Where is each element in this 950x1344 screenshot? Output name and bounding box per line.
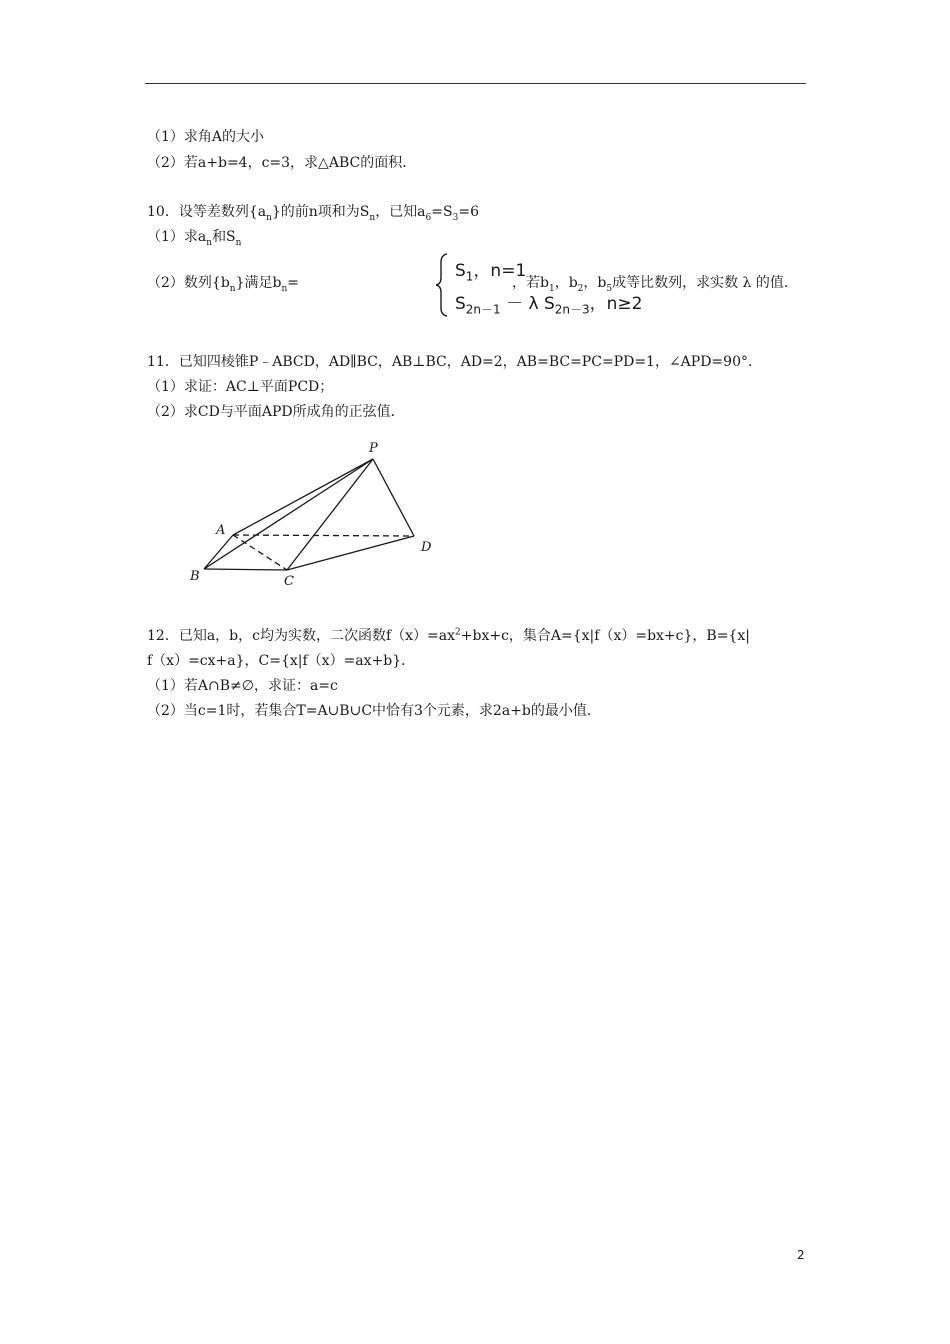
q12-stem-line2: f（x）=cx+a}，C={x|f（x）=ax+b}．	[147, 653, 416, 669]
q9-part2: （2）若a+b=4，c=3，求△ABC的面积．	[147, 155, 417, 171]
label-A: A	[216, 523, 226, 538]
q10-stem: 10．设等差数列$\{a_n\}$的前n项和为$S_n$，已知$a_6=S_3=6$	[147, 204, 479, 223]
edge-BC	[204, 569, 287, 570]
piecewise-case-1: $S_1$，n=1	[455, 261, 527, 284]
edge-CD	[287, 536, 414, 570]
edge-PD	[373, 459, 414, 536]
q12-part2: （2）当c=1时，若集合T=A∪B∪C中恰有3个元素，求2a+b的最小值．	[147, 703, 601, 719]
pyramid-figure	[185, 436, 445, 591]
edge-PB	[204, 459, 373, 569]
piecewise-case-2: $S_{2n-1} - \lambda$ $S_{2n-3}$，n≥2	[455, 294, 643, 317]
label-D: D	[421, 540, 432, 555]
q10-part2	[147, 252, 827, 322]
q9-part1: （1）求角A的大小	[147, 129, 265, 145]
header-rule	[145, 83, 806, 84]
edge-AB	[204, 535, 233, 569]
edge-PA	[233, 459, 373, 535]
label-C: C	[284, 574, 294, 589]
q12-part1: （1）若A∩B≠∅，求证：a=c	[147, 678, 338, 694]
q10-part1: （1）求$a_n$和$S_n$	[147, 229, 242, 248]
edge-AC-hidden	[233, 535, 287, 570]
q12-stem-line1: 12．已知a，b，c均为实数，二次函数$f(x)=ax^2+bx+c$，集合A={x|f（x）=bx+c}，B={x|	[147, 627, 750, 644]
q11-part2: （2）求CD与平面APD所成角的正弦值．	[147, 404, 405, 420]
q11-stem: 11．已知四棱锥P﹣ABCD，AD∥BC，AB⊥BC，AD=2，AB=BC=PC=PD=1，∠APD=90°．	[147, 354, 762, 370]
edge-PC	[287, 459, 373, 570]
q11-part1: （1）求证：AC⊥平面PCD；	[147, 379, 334, 395]
label-B: B	[190, 569, 200, 584]
left-brace-icon	[433, 252, 451, 318]
edge-AD-hidden	[233, 535, 414, 536]
q10-part2-lead: （2）数列$\{b_n\}$满足$b_n=$	[147, 275, 299, 294]
q10-part2-tail: ，若$b_1$，$b_2$，$b_5$成等比数列，求实数 λ 的值．	[512, 275, 798, 294]
page-number: 2	[797, 1248, 805, 1262]
label-P: P	[369, 441, 378, 456]
